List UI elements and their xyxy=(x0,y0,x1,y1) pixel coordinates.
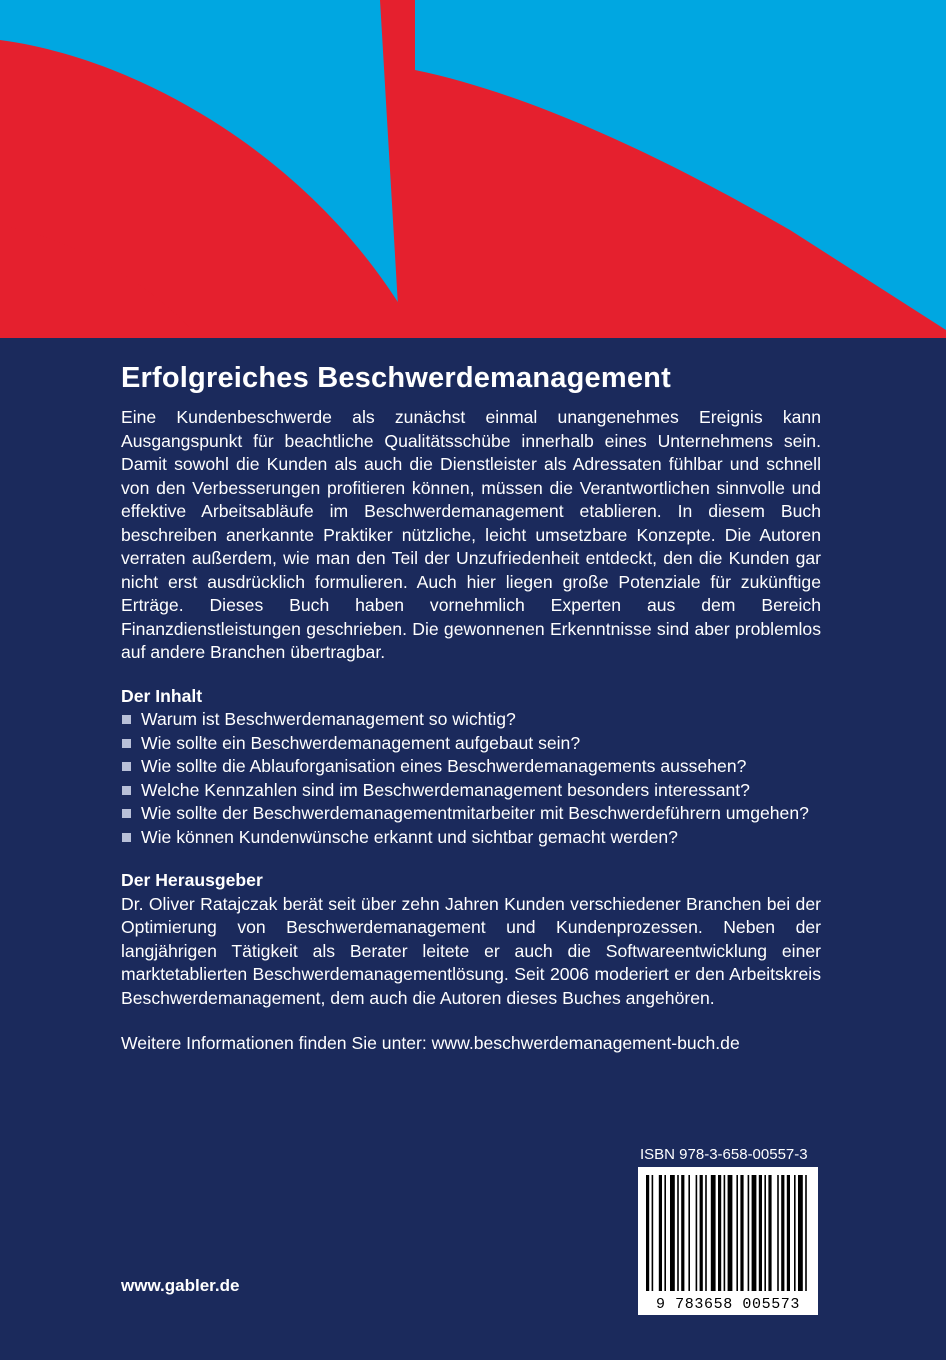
barcode-bar xyxy=(759,1175,762,1291)
isbn-number: ISBN 978-3-658-00557-3 xyxy=(640,1146,808,1163)
barcode-bar xyxy=(805,1175,807,1291)
barcode-bar xyxy=(728,1175,733,1291)
list-item: Wie sollte der Beschwerdemanagementmitarbeiter mit Beschwerdeführern umgehen? xyxy=(121,802,821,826)
barcode-bar xyxy=(724,1175,726,1291)
list-item: Wie können Kundenwünsche erkannt und sichtbar gemacht werden? xyxy=(121,826,821,850)
more-info-line: Weitere Informationen finden Sie unter: www.beschwerdemanagement-buch.de xyxy=(121,1033,740,1053)
list-item: Wie sollte die Ablauforganisation eines Beschwerdemanagements aussehen? xyxy=(121,755,821,779)
barcode-bar xyxy=(748,1175,750,1291)
barcode-bar xyxy=(787,1175,790,1291)
bullet-square-icon xyxy=(122,833,131,842)
herausgeber-paragraph: Dr. Oliver Ratajczak berät seit über zehn Jahren Kunden verschiedener Branchen bei der Optimierung von Beschwerdemanagement und Kundenprozessen. Neben der langjährigen Tätigkeit als Berater leitete er auch die Softwareentwicklung einer marktetablierten Beschwerdemanagementlösung. Seit 2006 moderiert er den Arbeitskreis Beschwerdemanagement, dem auch die Autoren dieses Buches angehören. xyxy=(121,893,821,1008)
barcode-bar xyxy=(705,1175,707,1291)
barcode xyxy=(638,1167,818,1315)
list-item: Warum ist Beschwerdemanagement so wichtig? xyxy=(121,708,821,732)
list-item: Welche Kennzahlen sind im Beschwerdemanagement besonders interessant? xyxy=(121,779,821,803)
barcode-bar xyxy=(659,1175,662,1291)
barcode-bar xyxy=(752,1175,757,1291)
inhalt-heading: Der Inhalt xyxy=(121,685,203,706)
bullet-square-icon xyxy=(122,809,131,818)
barcode-bar xyxy=(798,1175,803,1291)
barcode-bar xyxy=(768,1175,771,1291)
publisher-website: www.gabler.de xyxy=(121,1276,240,1295)
inhalt-list xyxy=(121,708,821,849)
barcode-bar xyxy=(718,1175,721,1291)
barcode-bar xyxy=(681,1175,684,1291)
barcode-bar xyxy=(677,1175,679,1291)
barcode-bar xyxy=(652,1175,654,1291)
back-cover-text xyxy=(121,362,821,1056)
barcode-digits: 9 783658 005573 xyxy=(655,1296,801,1313)
bullet-square-icon xyxy=(122,762,131,771)
bullet-square-icon xyxy=(122,739,131,748)
barcode-bar xyxy=(664,1175,666,1291)
barcode-bar xyxy=(670,1175,675,1291)
list-item: Wie sollte ein Beschwerdemanagement aufgebaut sein? xyxy=(121,732,821,756)
barcode-bar xyxy=(777,1175,779,1291)
barcode-bar xyxy=(711,1175,716,1291)
barcode-bars xyxy=(638,1167,818,1315)
barcode-bar xyxy=(764,1175,766,1291)
barcode-bar xyxy=(794,1175,796,1291)
bullet-square-icon xyxy=(122,786,131,795)
book-title: Erfolgreiches Beschwerdemanagement xyxy=(121,362,671,394)
barcode-bar xyxy=(781,1175,784,1291)
barcode-bar xyxy=(688,1175,690,1291)
barcode-bar xyxy=(646,1175,649,1291)
barcode-bar xyxy=(696,1175,698,1291)
herausgeber-heading: Der Herausgeber xyxy=(121,870,263,890)
barcode-bar xyxy=(700,1175,703,1291)
barcode-bar xyxy=(736,1175,738,1291)
bullet-square-icon xyxy=(122,715,131,724)
intro-paragraph: Eine Kundenbeschwerde als zunächst einmal unangenehmes Ereignis kann Ausgangspunkt für beachtliche Qualitätsschübe innerhalb eines Unternehmens sein. Damit sowohl die Kunden als auch die Dienstleister als Adressaten fühlbar und schnell von den Verbesserungen profitieren können, müssen die Verantwortlichen sinnvolle und effektive Arbeitsabläufe im Beschwerdemanagement etablieren. In diesem Buch beschreiben anerkannte Praktiker nützliche, leicht umsetzbare Konzepte. Die Autoren verraten außerdem, wie man den Teil der Unzufriedenheit entdeckt, den die Kunden gar nicht erst ausdrücklich formulieren. Auch hier liegen große Potenziale für zukünftige Erträge. Dieses Buch haben vornehmlich Experten aus dem Bereich Finanzdienstleistungen geschrieben. Die gewonnenen Erkenntnisse sind aber problemlos auf andere Branchen übertragbar. xyxy=(121,407,821,662)
isbn-block xyxy=(638,1146,818,1315)
barcode-bar xyxy=(740,1175,743,1291)
cover-graphic xyxy=(0,0,946,340)
